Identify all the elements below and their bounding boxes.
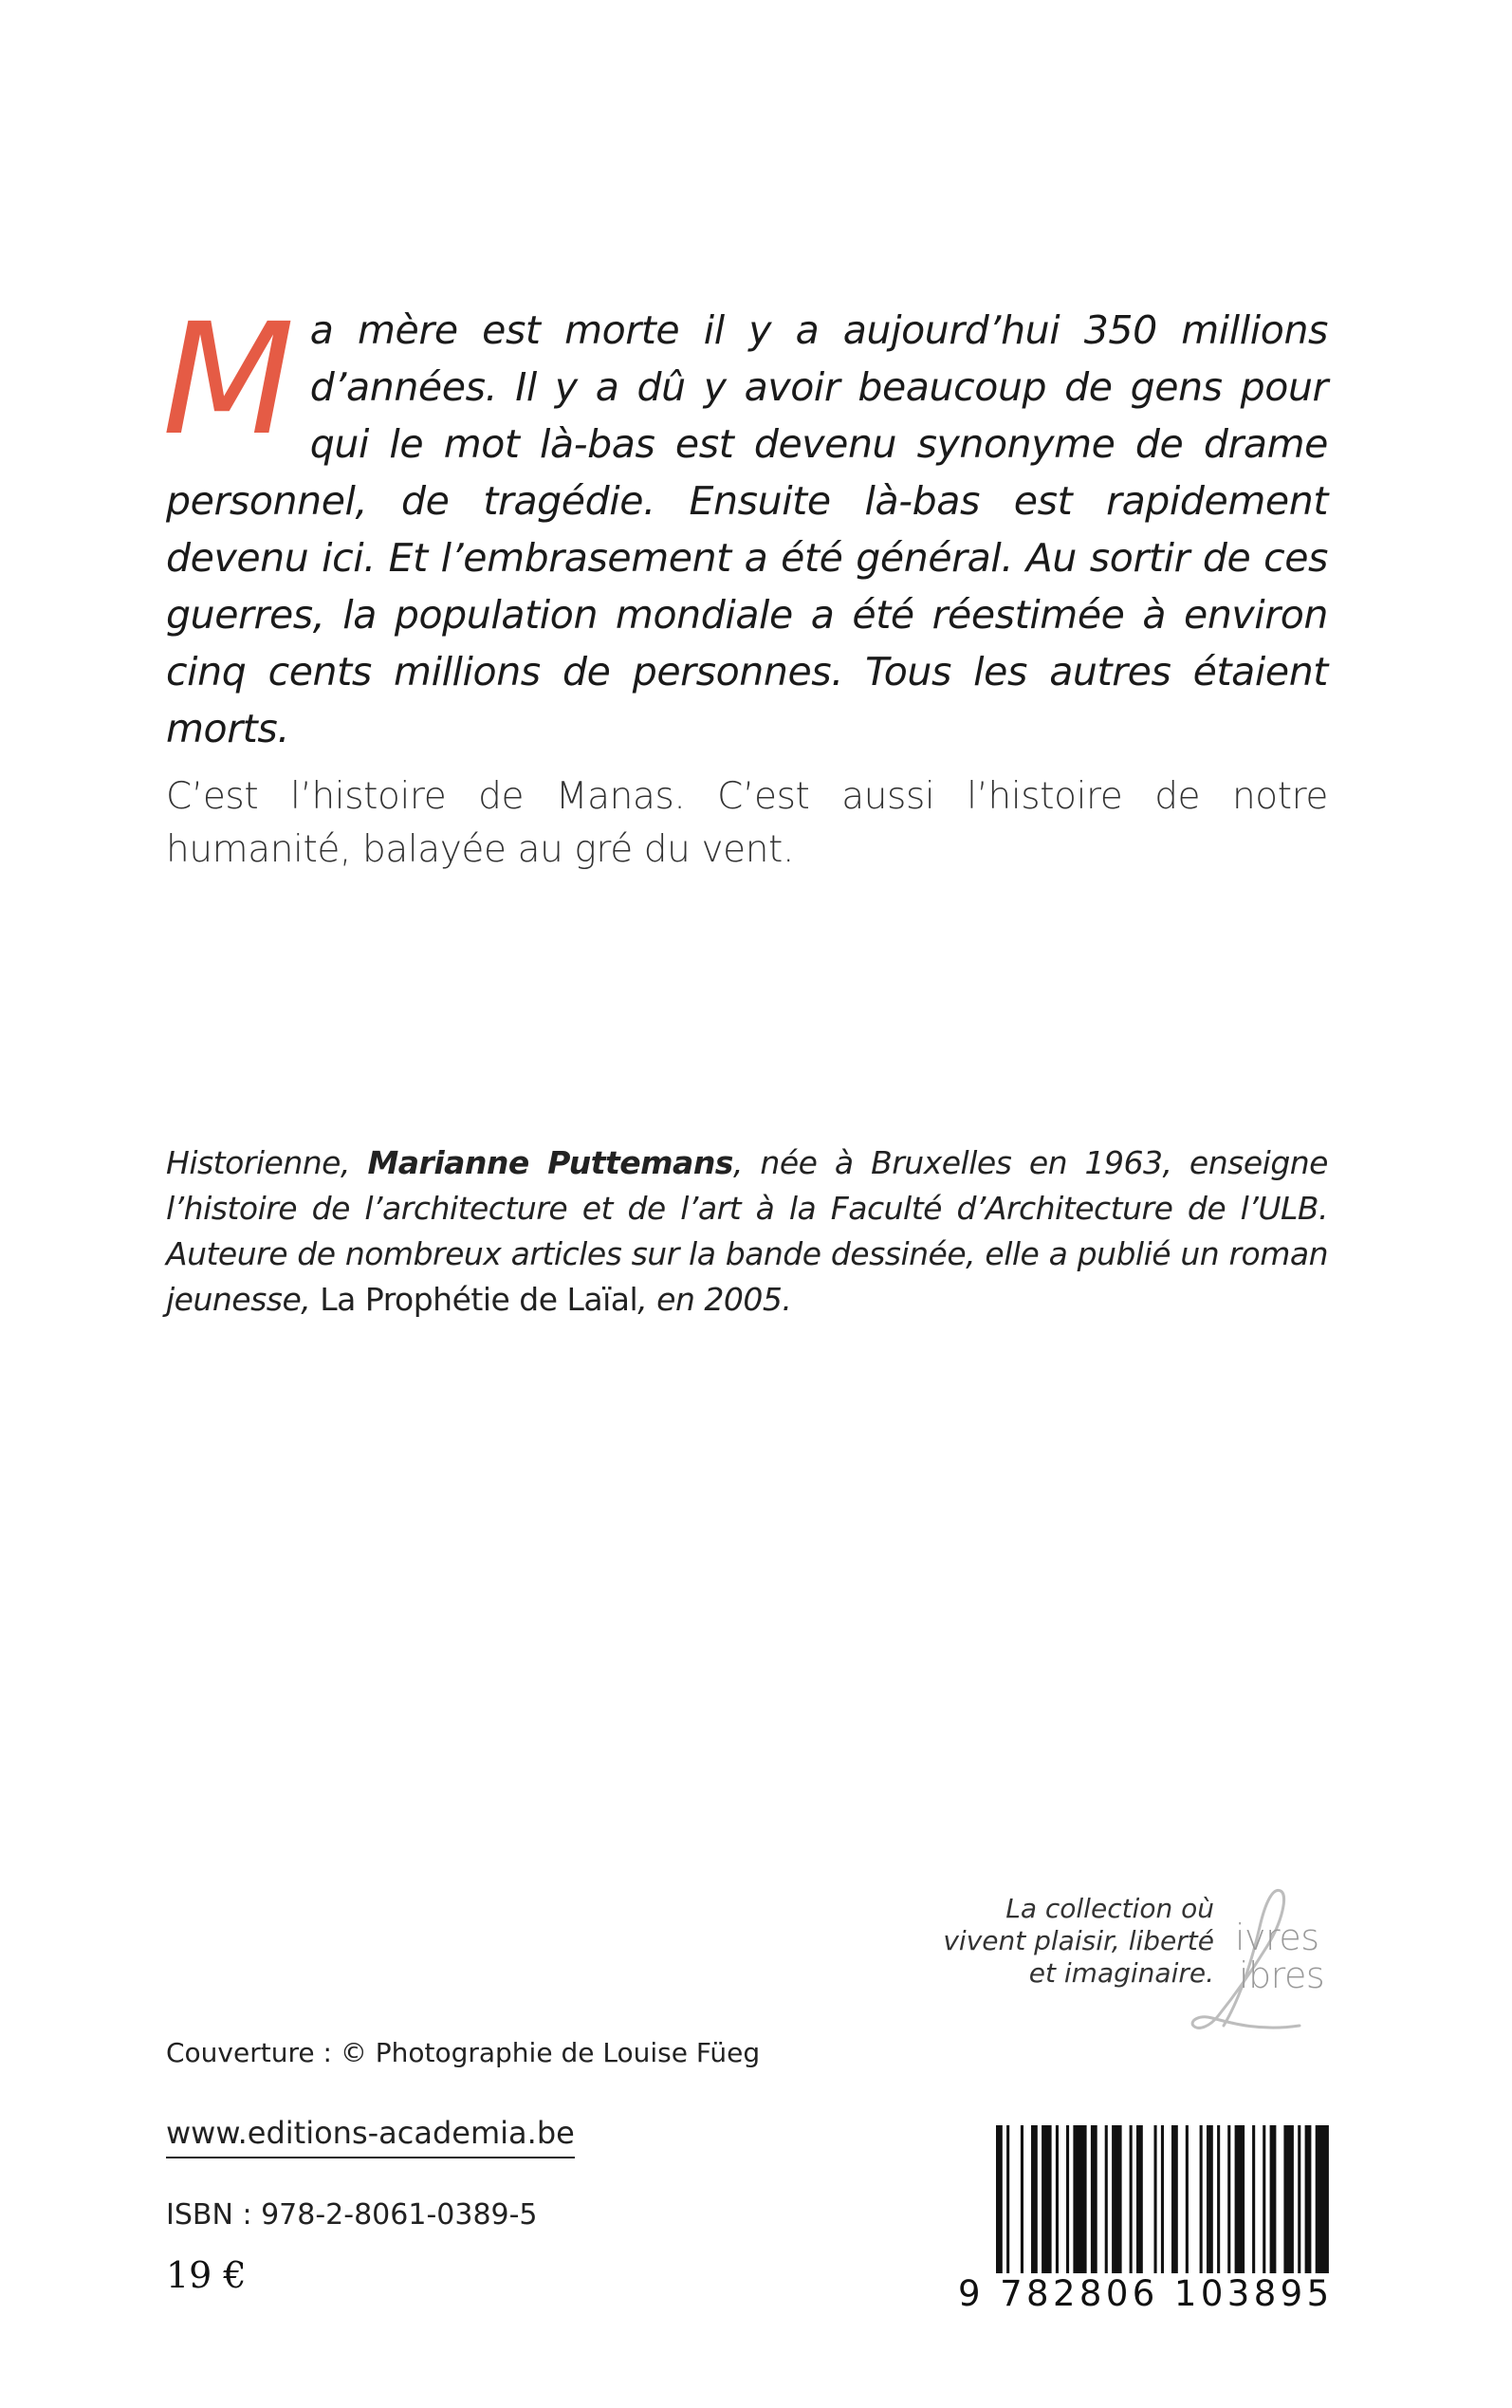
publisher-website-link[interactable]: www.editions-academia.be	[166, 2115, 575, 2158]
excerpt-lead-text: a mère est morte il y a aujourd’hui 350 millions d’années. Il y a dû y avoir beaucoup de gens pour qui le mot là-bas est devenu synonyme de drame personnel, de tragédie. Ensuite là-bas est rapidement devenu ici. Et l’embrasement a été général. Au sortir de ces guerres, la population mondiale a été réestimée à environ cinq cents millions de personnes. Tous les autres étaient morts.	[166, 307, 1328, 751]
barcode	[958, 2123, 1342, 2334]
barcode-bar	[1021, 2125, 1023, 2277]
author-bio-outro: , en 2005.	[637, 1281, 792, 1318]
barcode-bar	[1161, 2125, 1164, 2277]
logo-word-libres: ibres	[1239, 1954, 1325, 1996]
author-bio-intro: Historienne,	[166, 1144, 368, 1181]
barcode-bar	[1130, 2125, 1133, 2277]
collection-slogan-line: La collection où	[1005, 1893, 1214, 1924]
barcode-bar	[1154, 2125, 1157, 2277]
author-name: Marianne Puttemans	[367, 1144, 733, 1181]
barcode-bar	[1042, 2125, 1052, 2277]
barcode-bar	[1091, 2125, 1097, 2277]
barcode-number: 9 782806 103895	[958, 2273, 1342, 2314]
barcode-bar	[1056, 2125, 1059, 2277]
collection-slogan-line: et imaginaire.	[1028, 1957, 1214, 1989]
barcode-bar	[1171, 2125, 1178, 2277]
barcode-bar	[1066, 2125, 1069, 2277]
barcode-bar	[1136, 2125, 1143, 2277]
logo-word-livres: ivres	[1235, 1917, 1319, 1958]
barcode-bar	[1105, 2125, 1108, 2277]
barcode-bar	[1186, 2125, 1189, 2277]
collection-block	[911, 1883, 1347, 2045]
barcode-bar	[1112, 2125, 1122, 2277]
barcode-bar	[1263, 2125, 1265, 2277]
barcode-bar	[1305, 2125, 1312, 2277]
barcode-bar	[1073, 2125, 1086, 2277]
collection-slogan-line: vivent plaisir, liberté	[943, 1925, 1214, 1956]
collection-slogan	[943, 1893, 1214, 1990]
barcode-bar	[1031, 2125, 1038, 2277]
livres-libres-logo	[1186, 1883, 1337, 2045]
novel-title: La Prophétie de Laïal	[320, 1281, 638, 1318]
price: 19 €	[166, 2254, 247, 2296]
author-bio	[166, 1140, 1328, 1323]
barcode-bar	[1298, 2125, 1300, 2277]
author-bio-body: , née à Bruxelles en 1963, enseigne l’histoire de l’architecture et de l’art à la Faculté d’Architecture de l’ULB. Auteure de nombreux articles sur la bande dessinée, elle a publié un roman jeunesse,	[166, 1144, 1328, 1318]
barcode-bar	[1316, 2125, 1329, 2277]
isbn: ISBN : 978-2-8061-0389-5	[166, 2198, 538, 2232]
barcode-bar	[1270, 2125, 1277, 2277]
barcode-bar	[1252, 2125, 1255, 2277]
cover-credit: Couverture : © Photographie de Louise Füeg	[166, 2037, 761, 2068]
barcode-bar	[1227, 2125, 1230, 2277]
excerpt-tagline: C’est l’histoire de Manas. C’est aussi l’histoire de notre humanité, balayée au gré du vent.	[166, 775, 1328, 871]
barcode-bar	[1283, 2125, 1294, 2277]
drop-cap: M	[162, 291, 289, 470]
excerpt-lead-paragraph	[162, 291, 1328, 757]
barcode-bar	[1235, 2125, 1245, 2277]
